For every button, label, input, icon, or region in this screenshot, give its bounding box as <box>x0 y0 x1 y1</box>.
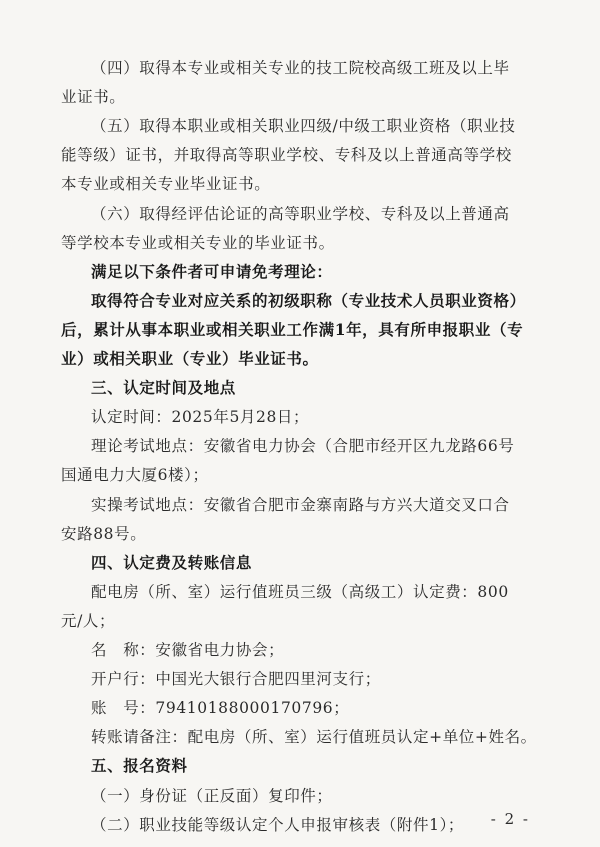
text-line: （四）取得本专业或相关专业的技工院校高级工班及以上毕 <box>91 59 510 77</box>
text-line: 转账请备注：配电房（所、室）运行值班员认定+单位+姓名。 <box>91 728 537 747</box>
text-line: 账 号：79410188000170796； <box>91 699 350 718</box>
text-line: 本专业或相关专业毕业证书。 <box>61 175 271 194</box>
section-heading: 四、认定费及转账信息 <box>91 552 253 572</box>
text-line: （一）身份证（正反面）复印件； <box>91 786 333 805</box>
text-line: 开户行：中国光大银行合肥四里河支行； <box>91 670 381 689</box>
text-line: 业）或相关职业（专业）毕业证书。 <box>61 349 319 368</box>
text-line: 国通电力大厦6楼）； <box>61 466 209 485</box>
text-line: （六）取得经评估论证的高等职业学校、专科及以上普通高 <box>91 204 510 223</box>
text-line: （五）取得本职业或相关职业四级/中级工职业资格（职业技 <box>91 117 516 136</box>
text-line: 名 称：安徽省电力协会； <box>91 641 285 659</box>
text-line: 等学校本专业或相关专业的毕业证书。 <box>61 233 335 252</box>
text-line: 实操考试地点：安徽省合肥市金寨南路与方兴大道交叉口合 <box>91 495 510 514</box>
text-line: 元/人； <box>61 611 116 630</box>
section-heading: 五、报名资料 <box>91 756 188 776</box>
text-line: （二）职业技能等级认定个人申报审核表（附件1）； <box>91 815 465 834</box>
text-line: 理论考试地点：安徽省电力协会（合肥市经开区九龙路66号 <box>91 437 515 456</box>
text-line: 取得符合专业对应关系的初级职称（专业技术人员职业资格） <box>91 290 526 310</box>
text-line: 后，累计从事本职业或相关职业工作满1年，具有所申报职业（专 <box>61 319 524 339</box>
page-number: - 2 - <box>490 810 530 828</box>
exemption-heading: 满足以下条件者可申请免考理论： <box>91 261 333 281</box>
text-line: 业证书。 <box>61 88 126 107</box>
text-line: 安路88号。 <box>61 524 147 543</box>
section-heading: 三、认定时间及地点 <box>91 378 236 398</box>
text-line: 配电房（所、室）运行值班员三级（高级工）认定费：800 <box>91 582 509 601</box>
text-line: 认定时间：2025年5月28日； <box>91 408 310 427</box>
text-line: 能等级）证书，并取得高等职业学校、专科及以上普通高等学校 <box>61 146 512 165</box>
